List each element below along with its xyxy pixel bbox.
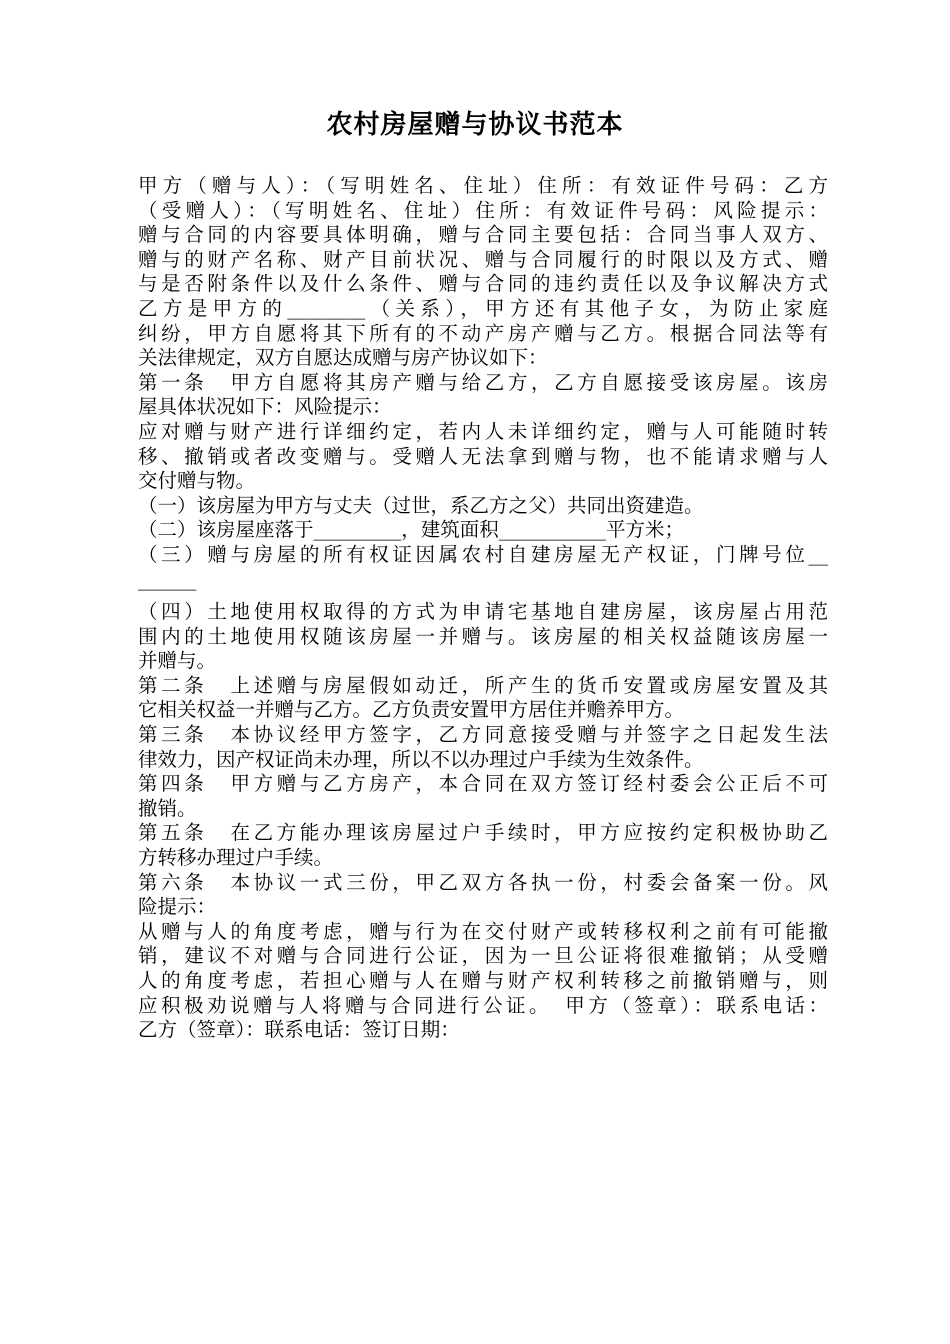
clause-3-line: （三）赠与房屋的所有权证因属农村自建房屋无产权证，门牌号位__ [138, 542, 828, 566]
text-line: 并赠与。 [138, 649, 217, 673]
signature-line: 乙方（签章）：联系电话：签订日期： [138, 1018, 460, 1042]
article-1-line: 第一条 甲方自愿将其房产赠与给乙方，乙方自愿接受该房屋。该房 [138, 370, 828, 394]
text-line: 关法律规定，双方自愿达成赠与房产协议如下： [138, 346, 548, 370]
text-line: 销，建议不对赠与合同进行公证，因为一旦公证将很难撤销；从受赠 [138, 944, 828, 968]
text-line: 险提示： [138, 895, 217, 919]
text-line: 移、撤销或者改变赠与。受赠人无法拿到赠与物，也不能请求赠与人 [138, 444, 828, 468]
article-4-line: 第四条 甲方赠与乙方房产，本合同在双方签订经村委会公正后不可 [138, 772, 828, 796]
text-line: 赠与合同的内容要具体明确，赠与合同主要包括：合同当事人双方、 [138, 223, 828, 247]
clause-1-line: （一）该房屋为甲方与丈夫（过世，系乙方之父）共同出资建造。 [138, 493, 704, 517]
text-line: 纠纷，甲方自愿将其下所有的不动产房产赠与乙方。根据合同法等有 [138, 321, 828, 345]
text-line: 撤销。 [138, 796, 197, 820]
text-line: 交付赠与物。 [138, 469, 256, 493]
text-line-party-a: 甲方（赠与人）：（写明姓名、住址）住所：有效证件号码：乙方 [138, 174, 828, 197]
text-line: 它相关权益一并赠与乙方。乙方负责安置甲方居住并赡养甲方。 [138, 698, 685, 722]
text-line: 乙方是甲方的________（关系），甲方还有其他子女，为防止家庭 [138, 296, 828, 320]
article-5-line: 第五条 在乙方能办理该房屋过户手续时，甲方应按约定积极协助乙 [138, 821, 828, 845]
article-6-line: 第六条 本协议一式三份，甲乙双方各执一份，村委会备案一份。风 [138, 870, 828, 894]
text-line: 围内的土地使用权随该房屋一并赠与。该房屋的相关权益随该房屋一 [138, 624, 828, 648]
clause-2-line: （二）该房屋座落于_________，建筑面积___________平方米； [138, 518, 685, 542]
document-title: 农村房屋赠与协议书范本 [326, 110, 624, 140]
signature-line: 应积极劝说赠与人将赠与合同进行公证。 甲方（签章）：联系电话： [138, 993, 828, 1017]
clause-4-line: （四）土地使用权取得的方式为申请宅基地自建房屋，该房屋占用范 [138, 600, 828, 624]
text-line: 屋具体状况如下：风险提示： [138, 395, 392, 419]
article-3-line: 第三条 本协议经甲方签字，乙方同意接受赠与并签字之日起发生法 [138, 723, 828, 747]
text-line: 与是否附条件以及什么条件、赠与合同的违约责任以及争议解决方式 [138, 272, 828, 296]
text-line: 方转移办理过户手续。 [138, 846, 334, 870]
text-line: 从赠与人的角度考虑，赠与行为在交付财产或转移权利之前有可能撤 [138, 919, 828, 943]
article-2-line: 第二条 上述赠与房屋假如动迁，所产生的货币安置或房屋安置及其 [138, 673, 828, 697]
clause-3-continuation: ______ [138, 567, 197, 591]
text-line: 赠与的财产名称、财产目前状况、赠与合同履行的时限以及方式、赠 [138, 247, 828, 271]
text-line: （受赠人）：（写明姓名、住址）住所：有效证件号码：风险提示： [138, 198, 828, 222]
document-body [138, 174, 828, 1043]
text-line: 律效力，因产权证尚未办理，所以不以办理过户手续为生效条件。 [138, 747, 704, 771]
text-line: 人的角度考虑，若担心赠与人在赠与财产权利转移之前撤销赠与，则 [138, 969, 828, 992]
text-line: 应对赠与财产进行详细约定，若内人未详细约定，赠与人可能随时转 [138, 419, 828, 443]
